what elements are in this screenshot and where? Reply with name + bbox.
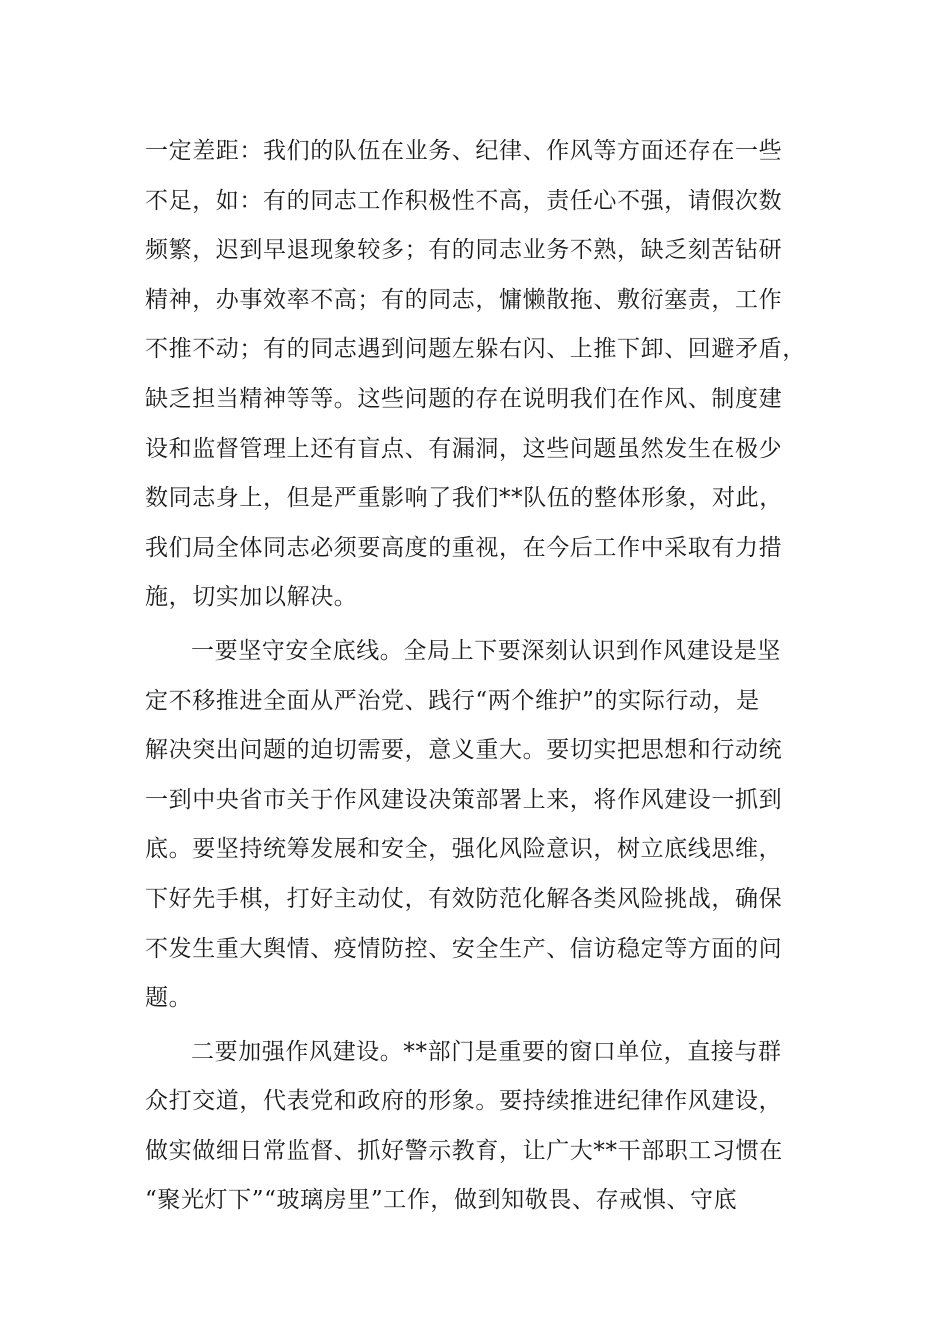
paragraph-1 (145, 127, 805, 623)
text-line: 底。要坚持统筹发展和安全，强化风险意识，树立底线思维， (145, 836, 783, 863)
text-line: 一要坚守安全底线。全局上下要深刻认识到作风建设是坚 (191, 637, 781, 664)
text-line: 一定差距：我们的队伍在业务、纪律、作风等方面还存在一些 (145, 138, 783, 164)
text-line: 频繁，迟到早退现象较多；有的同志业务不熟，缺乏刻苦钻研 (145, 237, 783, 264)
text-line: 数同志身上，但是严重影响了我们**队伍的整体形象，对此， (145, 485, 783, 512)
text-line: 不推不动；有的同志遇到问题左躲右闪、上推下卸、回避矛盾， (145, 336, 806, 363)
text-line: 不发生重大舆情、疫情防控、安全生产、信访稳定等方面的问 (145, 935, 783, 962)
text-line: 我们局全体同志必须要高度的重视，在今后工作中采取有力措 (145, 534, 783, 561)
text-line: “聚光灯下”“玻璃房里”工作，做到知敬畏、存戒惧、守底 (145, 1187, 738, 1214)
text-line: 一到中央省市关于作风建设决策部署上来，将作风建设一抓到 (145, 786, 783, 813)
text-line: 解决突出问题的迫切需要，意义重大。要切实把思想和行动统 (145, 737, 783, 764)
text-line: 精神，办事效率不高；有的同志，慵懒散拖、敷衍塞责，工作 (145, 286, 783, 313)
text-line: 做实做细日常监督、抓好警示教育，让广大**干部职工习惯在 (145, 1137, 783, 1164)
text-line: 设和监督管理上还有盲点、有漏洞，这些问题虽然发生在极少 (145, 435, 783, 462)
document-body (145, 127, 805, 1226)
paragraph-3 (145, 1028, 805, 1226)
text-line: 不足，如：有的同志工作积极性不高，责任心不强，请假次数 (145, 187, 783, 214)
text-line: 众打交道，代表党和政府的形象。要持续推进纪律作风建设， (145, 1088, 783, 1115)
paragraph-2 (145, 627, 805, 1024)
text-line: 下好先手棋，打好主动仗，有效防范化解各类风险挑战，确保 (145, 885, 783, 912)
text-line: 题。 (145, 985, 193, 1012)
text-line: 定不移推进全面从严治党、践行“两个维护”的实际行动，是 (145, 687, 760, 714)
text-line: 施，切实加以解决。 (145, 584, 358, 611)
text-line: 二要加强作风建设。**部门是重要的窗口单位，直接与群 (191, 1038, 782, 1065)
text-line: 缺乏担当精神等等。这些问题的存在说明我们在作风、制度建 (145, 385, 783, 412)
